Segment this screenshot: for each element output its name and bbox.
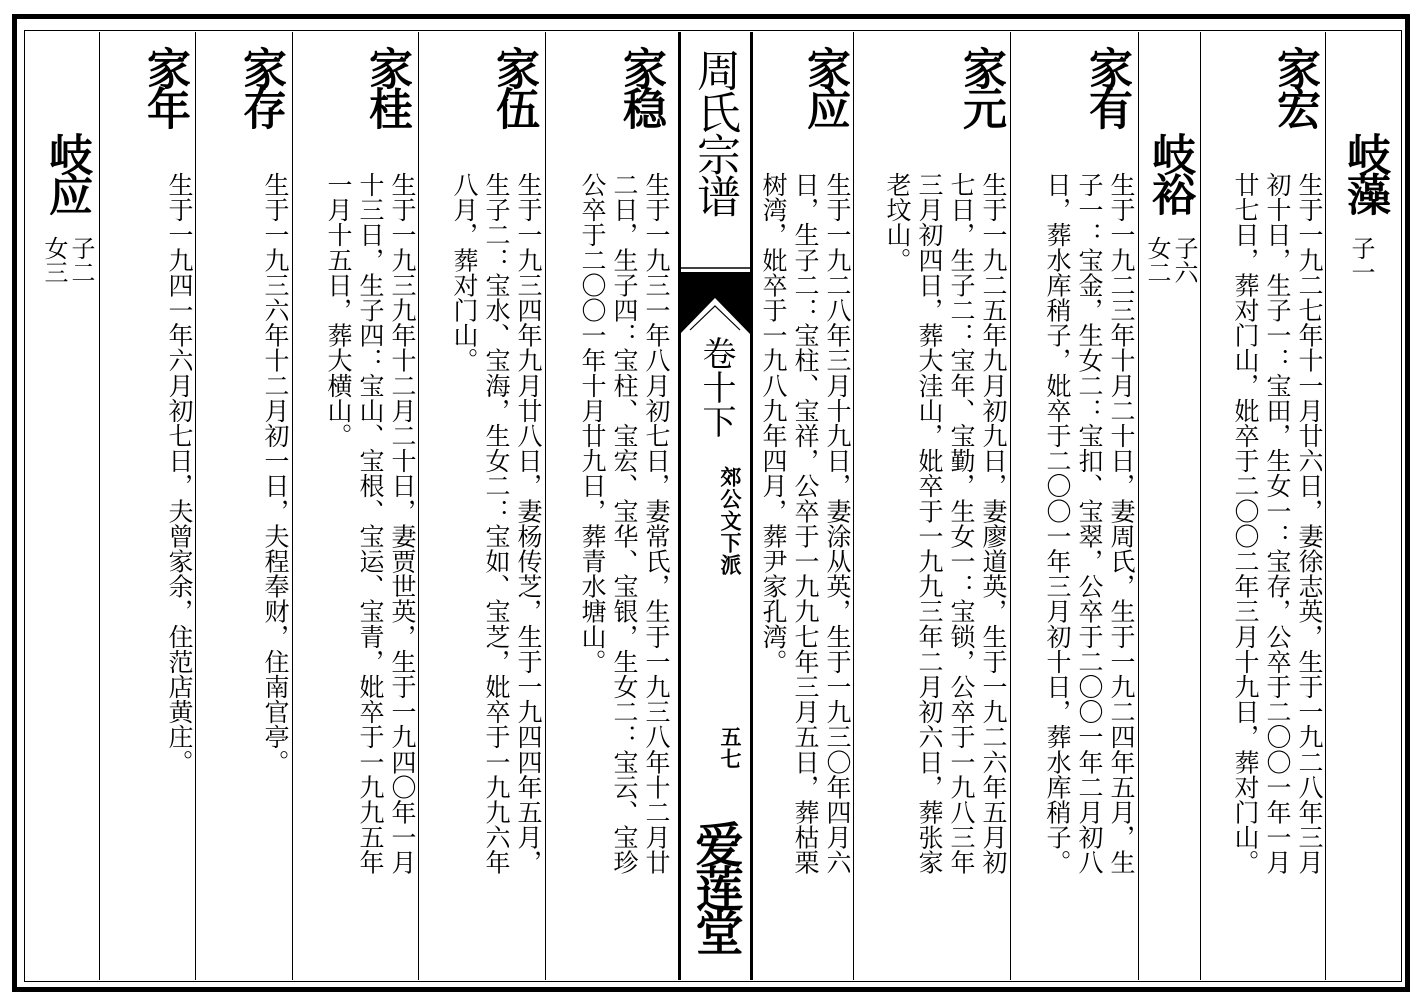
- children-count: 女二: [1143, 236, 1171, 284]
- biography-line: 生于一九三一年八月初七日，妻常氏，生于一九三八年十二月廿: [642, 172, 671, 875]
- fishtail-ornament: [680, 264, 750, 334]
- person-name-jiawen: 家稳: [615, 46, 666, 126]
- person-name-jiayou: 家有: [1081, 46, 1132, 126]
- branch-label: 郊公文下派: [718, 466, 743, 576]
- volume-label: 卷十下: [696, 336, 736, 438]
- biography-line: 公卒于二〇〇一年十月廿九日，葬青水塘山。: [578, 172, 607, 674]
- biography-line: 廿七日，葬对门山，妣卒于二〇〇二年三月十九日，葬对门山。: [1231, 172, 1260, 875]
- biography-line: 树湾，妣卒于一九八九年四月，葬尹家孔湾。: [759, 172, 788, 674]
- biography-line: 三月初四日，葬大洼山，妣卒于一九九三年二月初六日，葬张家: [915, 172, 944, 875]
- person-name-jiayuan: 家元: [955, 46, 1006, 126]
- children-count: 子二: [67, 236, 95, 284]
- page-number: 五七: [718, 726, 743, 770]
- biography-line: 十三日，生子四：宝山、宝根、宝运、宝青，妣卒于一九九五年: [356, 172, 385, 875]
- genealogy-title: 周氏宗谱: [689, 48, 740, 216]
- biography-line: 老坟山。: [883, 172, 912, 273]
- spine-border-right: [750, 32, 753, 980]
- person-name-jiahong: 家宏: [1269, 46, 1320, 126]
- person-name-qiyu: 岐裕: [1144, 132, 1195, 212]
- column-divider: [418, 32, 419, 980]
- biography-line: 初十日，生子一：宝田，生女一：宝存，公卒于二〇〇一年一月: [1263, 172, 1292, 875]
- biography-line: 生于一九二五年九月初九日，妻廖道英，生于一九二六年五月初: [979, 172, 1008, 875]
- biography-line: 日，葬水库稍子，妣卒于二〇〇一年三月初十日，葬水库稍子。: [1043, 172, 1072, 875]
- biography-line: 生子二：宝水、宝海，生女二：宝如、宝芝，妣卒于一九九六年: [482, 172, 511, 875]
- column-divider: [292, 32, 293, 980]
- person-name-jiawu: 家伍: [488, 46, 539, 126]
- column-divider: [1325, 32, 1326, 980]
- biography-line: 生于一九二八年三月十九日，妻涂从英，生于一九三〇年四月六: [823, 172, 852, 875]
- biography-line: 生于一九三九年十二月二十日，妻贾世英，生于一九四〇年一月: [388, 172, 417, 875]
- spine-border-left: [678, 32, 681, 980]
- column-divider: [853, 32, 854, 980]
- person-name-qiying: 岐应: [41, 132, 92, 212]
- column-divider: [99, 32, 100, 980]
- person-name-jiacun: 家存: [235, 46, 286, 126]
- biography-line: 日，生子二：宝柱、宝祥，公卒于一九九七年三月五日，葬枯栗: [791, 172, 820, 875]
- column-divider: [195, 32, 196, 980]
- biography-line: 七日，生子二：宝年、宝勤，生女一：宝锁，公卒于一九八三年: [947, 172, 976, 875]
- biography-line: 生于一九二七年十一月廿六日，妻徐志英，生于一九二八年三月: [1295, 172, 1324, 875]
- children-count: 子一: [1347, 236, 1375, 284]
- person-name-jianian: 家年: [139, 46, 190, 126]
- biography-line: 生于一九三六年十二月初一日，夫程奉财，住南官亭。: [261, 172, 290, 775]
- biography-line: 生于一九四一年六月初七日，夫曾家余，住范店黄庄。: [165, 172, 194, 775]
- column-divider: [1010, 32, 1011, 980]
- children-count: 女三: [40, 236, 68, 284]
- column-divider: [1138, 32, 1139, 980]
- person-name-jiagui: 家桂: [361, 46, 412, 126]
- biography-line: 子一：宝金，生女二：宝扣、宝翠，公卒于二〇〇一年二月初八: [1075, 172, 1104, 875]
- person-name-qizao: 岐藻: [1339, 132, 1390, 212]
- biography-line: 二日，生子四：宝柱、宝宏、宝华、宝银，生女二：宝云、宝珍: [610, 172, 639, 875]
- biography-line: 八月，葬对门山。: [450, 172, 479, 373]
- biography-line: 生于一九三四年九月廿八日，妻杨传芝，生于一九四四年五月，: [514, 172, 543, 875]
- biography-line: 一月十五日，葬大横山。: [324, 172, 353, 449]
- hall-name: 爱莲堂: [687, 820, 743, 952]
- column-divider: [545, 32, 546, 980]
- column-divider: [1200, 32, 1201, 980]
- biography-line: 生于一九二三年十月二十日，妻周氏，生于一九二四年五月，生: [1107, 172, 1136, 875]
- children-count: 子六: [1170, 236, 1198, 284]
- person-name-jiaying: 家应: [799, 46, 850, 126]
